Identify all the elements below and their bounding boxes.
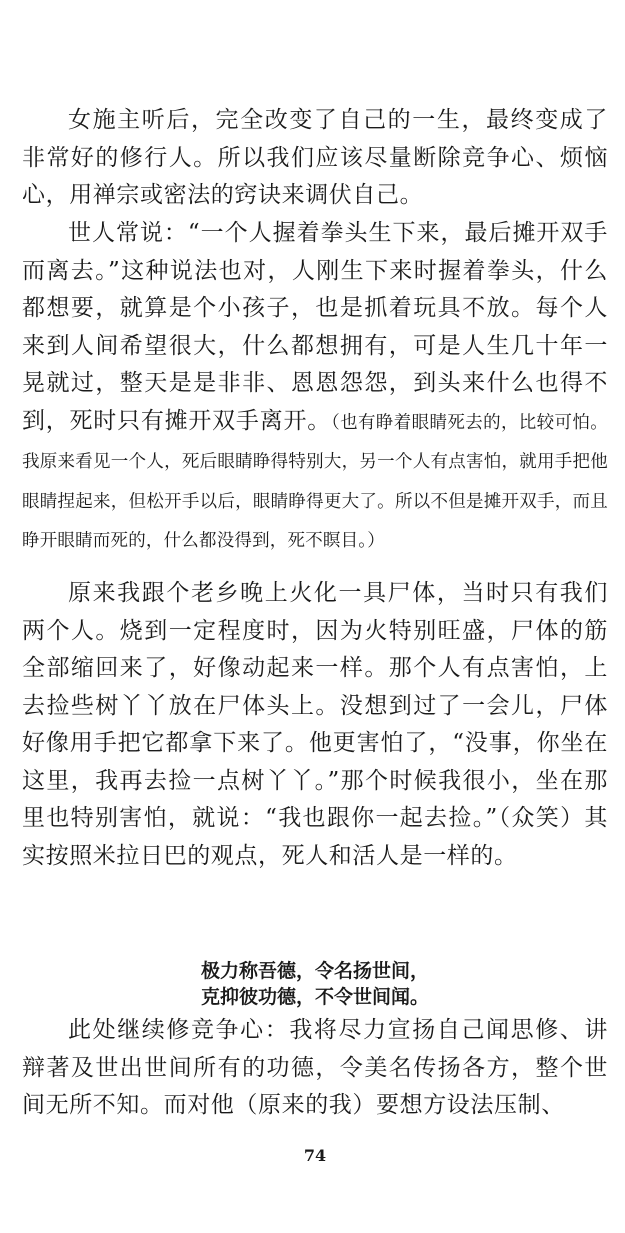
book-page: [22, 0, 608, 1233]
verse-line-2: 克抑彼功德，不令世间闻。: [200, 986, 429, 1008]
verse-line-1: 极力称吾德，令名扬世间，: [200, 960, 429, 982]
paragraph-2-note: （也有睁着眼睛死去的，比较可怕。我原来看见一个人，死后眼睛睁得特别大，另一个人有点害怕，就用手把他眼睛捏起来，但松开手以后，眼睛睁得更大了。所以不但是摊开双手，而且睁开眼睛而死的，什么都没得到，死不瞑目。）: [22, 412, 608, 551]
paragraph-2-main: 世人常说：“一个人握着拳头生下来，最后摊开双手而离去。”这种说法也对，人刚生下来时握着拳头，什么都想要，就算是个小孩子，也是抓着玩具不放。每个人来到人间希望很大，什么都想拥有，可是人生几十年一晃就过，整天是是非非、恩恩怨怨，到头来什么也得不到，死时只有摊开双手离开。: [22, 220, 608, 434]
paragraph-2: [22, 215, 608, 561]
paragraph-3: 原来我跟个老乡晚上火化一具尸体，当时只有我们两个人。烧到一定程度时，因为火特别旺盛，尸体的筋全部缩回来了，好像动起来一样。那个人有点害怕，上去捡些树丫丫放在尸体头上。没想到过了一会儿，尸体好像用手把它都拿下来了。他更害怕了，“没事，你坐在这里，我再去捡一点树丫丫。”那个时候我很小，坐在那里也特别害怕，就说：“我也跟你一起去捡。”（众笑）其实按照米拉日巴的观点，死人和活人是一样的。: [22, 580, 608, 869]
paragraph-1: 女施主听后，完全改变了自己的一生，最终变成了非常好的修行人。所以我们应该尽量断除竞争心、烦恼心，用禅宗或密法的窍诀来调伏自己。: [22, 107, 608, 208]
page-number: 74: [303, 1146, 327, 1165]
paragraph-4: 此处继续修竞争心：我将尽力宣扬自己闻思修、讲辩著及世出世间所有的功德，令美名传扬各方，整个世间无所不知。而对他（原来的我）要想方设法压制、: [22, 1017, 608, 1118]
